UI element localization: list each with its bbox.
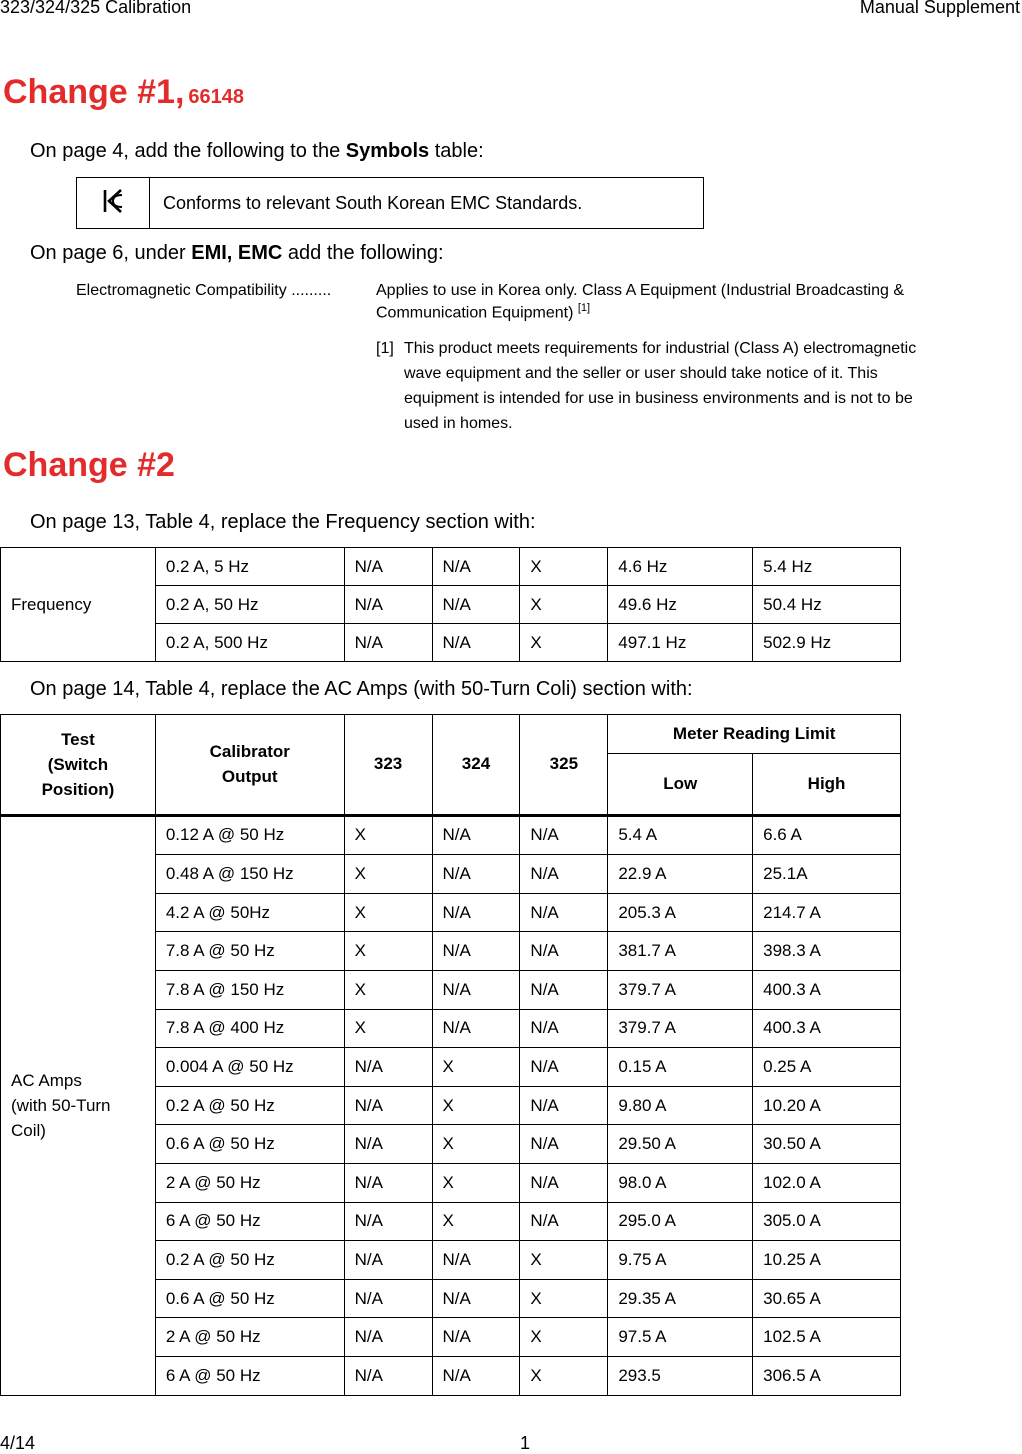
table-cell: N/A (432, 1356, 520, 1395)
intro-text-end: table: (429, 140, 484, 162)
header-meter-reading-limit: Meter Reading Limit (608, 715, 901, 754)
table-cell: X (520, 1241, 608, 1280)
table-cell: 0.2 A, 50 Hz (155, 586, 344, 624)
table-cell: N/A (432, 893, 520, 932)
table-cell: N/A (344, 1241, 432, 1280)
emc-reference: [1] (577, 302, 591, 314)
table-cell: N/A (432, 1279, 520, 1318)
table-cell: X (520, 586, 608, 624)
table-cell: 0.6 A @ 50 Hz (155, 1125, 344, 1164)
ac-amps-table (0, 714, 901, 1396)
change2-heading: Change #2 (3, 446, 175, 484)
footnote-line: equipment is intended for use in business environments and is not to be (404, 390, 913, 407)
table-cell: 0.12 A @ 50 Hz (155, 815, 344, 855)
table-cell: 5.4 Hz (753, 548, 901, 586)
table-cell: 305.0 A (753, 1202, 901, 1241)
header-test-line: (Switch (47, 754, 109, 774)
footnote-marker: [1] (376, 340, 394, 357)
table-cell: N/A (432, 1009, 520, 1048)
footnote-line: This product meets requirements for industrial (Class A) electromagnetic (404, 340, 917, 357)
table-cell: X (344, 970, 432, 1009)
table-cell: N/A (520, 893, 608, 932)
table-cell: N/A (344, 1163, 432, 1202)
emi-bold: EMI, EMC (191, 242, 283, 264)
table-cell: 0.25 A (753, 1048, 901, 1087)
change1-number: 66148 (188, 86, 245, 108)
table-cell: N/A (344, 586, 432, 624)
table-cell: N/A (432, 1318, 520, 1357)
table-cell: N/A (520, 1202, 608, 1241)
table-cell: 0.2 A @ 50 Hz (155, 1241, 344, 1280)
table-cell: N/A (520, 932, 608, 971)
header-left: 323/324/325 Calibration (0, 0, 192, 17)
table-cell: X (432, 1125, 520, 1164)
table-cell: 7.8 A @ 400 Hz (155, 1009, 344, 1048)
table-cell: N/A (520, 815, 608, 855)
table-cell: 30.50 A (753, 1125, 901, 1164)
table-cell: N/A (520, 855, 608, 894)
header-test-line: Position) (41, 779, 115, 799)
header-325: 325 (520, 715, 608, 816)
table-cell: 293.5 (608, 1356, 753, 1395)
table-cell: N/A (344, 1048, 432, 1087)
emc-line2-text: Communication Equipment) (376, 304, 574, 322)
table-cell: 379.7 A (608, 970, 753, 1009)
table-cell: X (344, 893, 432, 932)
table-cell: 398.3 A (753, 932, 901, 971)
freq-intro: On page 13, Table 4, replace the Frequency section with: (30, 511, 536, 533)
table-cell: X (520, 1356, 608, 1395)
emc-line1: Applies to use in Korea only. Class A Equipment (Industrial Broadcasting & (376, 282, 904, 299)
section-label (1, 548, 156, 662)
emi-text: On page 6, under (30, 242, 192, 264)
table-cell: 7.8 A @ 50 Hz (155, 932, 344, 971)
table-cell: 29.35 A (608, 1279, 753, 1318)
table-cell: 30.65 A (753, 1279, 901, 1318)
table-cell: 502.9 Hz (753, 624, 901, 662)
header-high: High (753, 753, 901, 815)
table-cell: X (344, 855, 432, 894)
table-cell: N/A (432, 586, 520, 624)
footnote-line: used in homes. (404, 415, 513, 432)
table-cell: X (344, 1009, 432, 1048)
table-cell: 10.25 A (753, 1241, 901, 1280)
symbols-table (76, 177, 704, 229)
table-cell: N/A (344, 548, 432, 586)
table-cell: N/A (520, 1086, 608, 1125)
table-cell: N/A (432, 855, 520, 894)
header-right: Manual Supplement (859, 0, 1020, 17)
table-cell: 2 A @ 50 Hz (155, 1163, 344, 1202)
footer-page-number: 1 (520, 1433, 531, 1453)
table-cell: 9.80 A (608, 1086, 753, 1125)
kc-mark-icon (102, 187, 124, 215)
ac-amps-row (1, 815, 901, 855)
table-cell: N/A (432, 1241, 520, 1280)
table-cell: N/A (520, 1125, 608, 1164)
change1-title: Change #1, (3, 73, 185, 111)
symbol-description: Conforms to relevant South Korean EMC Standards. (150, 178, 704, 229)
table-cell: 214.7 A (753, 893, 901, 932)
symbol-cell (77, 178, 150, 229)
table-cell: 25.1A (753, 855, 901, 894)
emi-intro (30, 242, 444, 265)
table-cell: X (432, 1086, 520, 1125)
table-cell: N/A (432, 624, 520, 662)
table-cell: X (344, 932, 432, 971)
emc-dots: ......... (291, 282, 332, 299)
emc-line2 (376, 302, 590, 322)
header-test (1, 715, 156, 816)
table-cell: 2 A @ 50 Hz (155, 1318, 344, 1357)
table-cell: 97.5 A (608, 1318, 753, 1357)
table-cell: 7.8 A @ 150 Hz (155, 970, 344, 1009)
table-cell: X (432, 1163, 520, 1202)
header-calibrator-line: Output (221, 767, 278, 787)
table-cell: 102.5 A (753, 1318, 901, 1357)
header-calibrator (155, 715, 344, 816)
section-label-line: Coil) (11, 1121, 46, 1141)
table-cell: 0.15 A (608, 1048, 753, 1087)
intro-bold: Symbols (345, 140, 430, 162)
table-cell: N/A (520, 970, 608, 1009)
intro-text: On page 4, add the following to the (30, 140, 346, 162)
section-label (1, 815, 156, 1395)
table-cell: 0.48 A @ 150 Hz (155, 855, 344, 894)
table-cell: N/A (344, 1279, 432, 1318)
table-cell: 0.004 A @ 50 Hz (155, 1048, 344, 1087)
header-324: 324 (432, 715, 520, 816)
table-cell: 9.75 A (608, 1241, 753, 1280)
table-cell: N/A (520, 1048, 608, 1087)
frequency-row (1, 548, 901, 586)
emi-text-end: add the following: (282, 242, 444, 264)
table-cell: N/A (344, 1202, 432, 1241)
table-cell: 6.6 A (753, 815, 901, 855)
table-cell: 0.2 A, 5 Hz (155, 548, 344, 586)
table-cell: 4.6 Hz (608, 548, 753, 586)
table-cell: 0.6 A @ 50 Hz (155, 1279, 344, 1318)
table-cell: 50.4 Hz (753, 586, 901, 624)
table-cell: 4.2 A @ 50Hz (155, 893, 344, 932)
table-cell: X (432, 1048, 520, 1087)
table-cell: N/A (344, 1086, 432, 1125)
emc-label-text: Electromagnetic Compatibility (76, 282, 287, 299)
table-cell: X (520, 1279, 608, 1318)
table-cell: 6 A @ 50 Hz (155, 1356, 344, 1395)
table-cell: N/A (520, 1009, 608, 1048)
table-cell: 295.0 A (608, 1202, 753, 1241)
table-cell: 5.4 A (608, 815, 753, 855)
header-323: 323 (344, 715, 432, 816)
frequency-table (0, 547, 901, 662)
footer-date: 4/14 (0, 1433, 36, 1453)
section-label-line: Frequency (11, 595, 92, 614)
table-cell: 497.1 Hz (608, 624, 753, 662)
header-low: Low (608, 753, 753, 815)
table-cell: 205.3 A (608, 893, 753, 932)
table-cell: 98.0 A (608, 1163, 753, 1202)
table-cell: 400.3 A (753, 970, 901, 1009)
change1-heading (3, 73, 244, 112)
table-cell: X (520, 624, 608, 662)
table-cell: N/A (344, 1318, 432, 1357)
table-cell: X (432, 1202, 520, 1241)
table-cell: X (520, 548, 608, 586)
change1-intro (30, 140, 484, 163)
table-cell: 306.5 A (753, 1356, 901, 1395)
table-cell: N/A (432, 970, 520, 1009)
header-calibrator-line: Calibrator (209, 742, 290, 762)
header-test-line: Test (61, 729, 95, 749)
table-cell: N/A (344, 1125, 432, 1164)
ac-intro: On page 14, Table 4, replace the AC Amps (with 50-Turn Coli) section with: (30, 678, 693, 700)
table-cell: 22.9 A (608, 855, 753, 894)
table-cell: 102.0 A (753, 1163, 901, 1202)
table-cell: N/A (344, 1356, 432, 1395)
table-cell: 10.20 A (753, 1086, 901, 1125)
footnote-line: wave equipment and the seller or user should take notice of it. This (404, 365, 878, 382)
table-cell: 400.3 A (753, 1009, 901, 1048)
table-cell: 0.2 A @ 50 Hz (155, 1086, 344, 1125)
table-cell: N/A (520, 1163, 608, 1202)
footnote-text (404, 336, 916, 436)
table-cell: X (344, 815, 432, 855)
table-cell: N/A (432, 548, 520, 586)
table-cell: X (520, 1318, 608, 1357)
section-label-line: (with 50-Turn (11, 1096, 111, 1116)
table-cell: N/A (344, 624, 432, 662)
table-cell: 0.2 A, 500 Hz (155, 624, 344, 662)
table-cell: 6 A @ 50 Hz (155, 1202, 344, 1241)
table-cell: N/A (432, 932, 520, 971)
table-cell: 29.50 A (608, 1125, 753, 1164)
table-cell: 49.6 Hz (608, 586, 753, 624)
table-cell: N/A (432, 815, 520, 855)
emc-label (76, 282, 331, 300)
table-cell: 381.7 A (608, 932, 753, 971)
section-label-line: AC Amps (11, 1071, 82, 1091)
table-cell: 379.7 A (608, 1009, 753, 1048)
